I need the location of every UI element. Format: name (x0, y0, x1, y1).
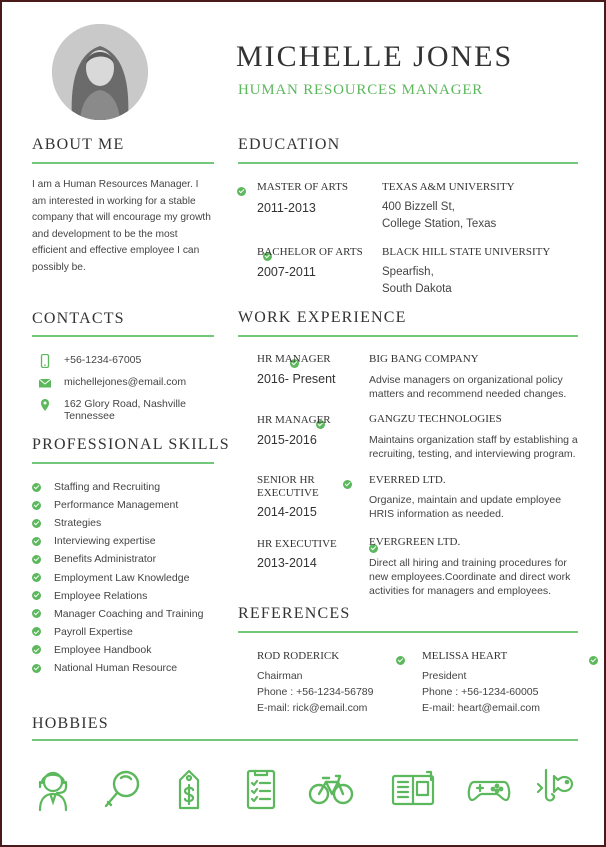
reference-phone: Phone : +56-1234-60005 (422, 686, 539, 698)
work-company: BIG BANG COMPANY (369, 353, 479, 365)
edu-degree: MASTER OF ARTS (257, 181, 349, 193)
work-years: 2016- Present (257, 372, 336, 386)
address-text: 162 Glory Road, Nashville Tennessee (64, 398, 186, 422)
work-title: HR MANAGER (257, 353, 331, 365)
check-icon (32, 483, 41, 492)
skill-item (32, 590, 147, 602)
map-pin-icon (38, 398, 52, 412)
check-icon (32, 645, 41, 654)
work-description: Direct all hiring and training procedures for new employees.Coordinate and direct work activities for managers and employees. (369, 557, 571, 597)
skill-label: Employment Law Knowledge (54, 571, 190, 584)
work-years: 2013-2014 (257, 556, 317, 570)
edu-school: BLACK HILL STATE UNIVERSITY (382, 246, 551, 258)
skills-divider (32, 462, 214, 464)
skill-label: Employee Handbook (54, 643, 152, 656)
edu-address-line1: Spearfish, (382, 266, 434, 278)
about-heading: ABOUT ME (32, 136, 125, 153)
contact-phone (38, 354, 141, 368)
reference-email: E-mail: heart@email.com (422, 702, 541, 714)
check-icon (32, 664, 41, 673)
edu-address-line2: South Dakota (382, 283, 452, 295)
education-heading: EDUCATION (238, 136, 341, 153)
edu-years: 2011-2013 (257, 201, 316, 215)
work-description: Organize, maintain and update employee HRIS information as needed. (369, 494, 562, 520)
check-icon (32, 627, 41, 636)
skill-label: Benefits Administrator (54, 553, 157, 566)
contact-email (38, 376, 186, 390)
edu-address-line2: College Station, Texas (382, 218, 497, 230)
check-icon (32, 591, 41, 600)
reference-email: E-mail: rick@email.com (257, 702, 368, 714)
reference-name: ROD RODERICK (257, 650, 340, 662)
work-years: 2014-2015 (257, 505, 317, 519)
skill-label: Staffing and Recruiting (54, 481, 161, 493)
phone-icon (38, 354, 52, 368)
check-icon (237, 187, 246, 196)
reference-role: President (422, 670, 467, 682)
contacts-divider (32, 335, 214, 337)
fishing-icon (532, 766, 578, 812)
resume-page (2, 2, 604, 845)
edu-school: TEXAS A&M UNIVERSITY (382, 181, 515, 193)
check-icon (32, 573, 41, 582)
check-icon (32, 537, 41, 546)
reference-phone: Phone : +56-1234-56789 (257, 686, 374, 698)
envelope-icon (38, 376, 52, 390)
hobbies-divider (32, 739, 578, 741)
work-years: 2015-2016 (257, 433, 317, 447)
about-text: I am a Human Resources Manager. I am interested in working for a stable company that will encourage my growth and development to be the most efficient and effective employee I can possibly be. (32, 179, 211, 273)
gamepad-icon (466, 766, 512, 812)
skill-item (32, 535, 156, 547)
work-title: SENIOR HR EXECUTIVE (257, 474, 319, 499)
full-name: MICHELLE JONES (236, 40, 514, 73)
contacts-heading: CONTACTS (32, 310, 125, 327)
reference-name: MELISSA HEART (422, 650, 508, 662)
skill-label: Payroll Expertise (54, 625, 133, 638)
hobbies-heading: HOBBIES (32, 715, 109, 732)
skill-item (32, 572, 189, 584)
support-agent-icon (30, 766, 76, 812)
skill-label: Manager Coaching and Training (54, 607, 204, 620)
price-tag-icon (166, 766, 212, 812)
edu-years: 2007-2011 (257, 265, 316, 279)
work-company: EVERGREEN LTD. (369, 536, 461, 548)
references-heading: REFERENCES (238, 605, 351, 622)
check-icon (32, 555, 41, 564)
about-divider (32, 162, 214, 164)
skill-item (32, 662, 177, 674)
check-icon (32, 501, 41, 510)
work-description: Maintains organization staff by establishing a recruiting, testing, and interviewing program. (369, 434, 578, 460)
checklist-icon (238, 766, 284, 812)
education-divider (238, 162, 578, 164)
work-title: HR MANAGER (257, 414, 331, 426)
work-heading: WORK EXPERIENCE (238, 309, 407, 326)
skill-label: Interviewing expertise (54, 535, 156, 548)
work-title: HR EXECUTIVE (257, 538, 337, 550)
profile-photo (52, 24, 148, 120)
edu-degree: BACHELOR OF ARTS (257, 246, 363, 258)
skill-item (32, 517, 101, 529)
check-icon (32, 519, 41, 528)
check-icon (32, 609, 41, 618)
skill-label: Employee Relations (54, 589, 148, 602)
reference-role: Chairman (257, 670, 303, 682)
bicycle-icon (308, 766, 354, 812)
skill-label: Strategies (54, 517, 102, 530)
check-icon (589, 656, 598, 665)
magnifier-icon (100, 766, 146, 812)
skill-item (32, 608, 203, 620)
skill-item (32, 553, 156, 565)
reading-icon (390, 766, 436, 812)
skill-item (32, 499, 178, 511)
skills-heading: PROFESSIONAL SKILLS (32, 436, 230, 453)
email-text: michellejones@email.com (64, 376, 187, 388)
references-divider (238, 631, 578, 633)
skill-label: Performance Management (54, 499, 179, 512)
phone-text: +56-1234-67005 (64, 354, 142, 366)
skill-item (32, 481, 160, 493)
skill-item (32, 644, 151, 656)
work-company: EVERRED LTD. (369, 474, 446, 486)
skill-item (32, 626, 133, 638)
job-title: HUMAN RESOURCES MANAGER (238, 82, 484, 98)
skill-label: National Human Resource (54, 662, 178, 674)
work-company: GANGZU TECHNOLOGIES (369, 413, 502, 425)
work-divider (238, 335, 578, 337)
work-description: Advise managers on organizational policy matters and recommend needed changes. (369, 374, 567, 400)
contact-address (38, 398, 218, 422)
check-icon (396, 656, 405, 665)
edu-address-line1: 400 Bizzell St, (382, 201, 455, 213)
